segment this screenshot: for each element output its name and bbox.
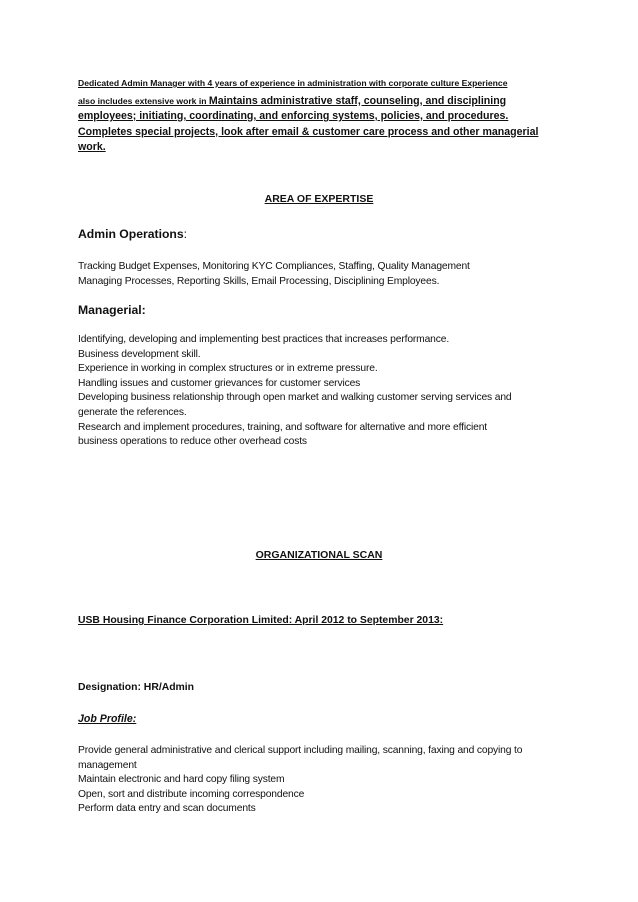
- admin-operations-title: [78, 227, 187, 241]
- managerial-line: Business development skill.: [78, 348, 201, 360]
- job-profile-label: Job Profile:: [78, 713, 137, 725]
- summary-line-5: work.: [78, 141, 106, 153]
- summary-line-4: Completes special projects, look after email & customer care process and other managerial: [78, 125, 539, 138]
- job-profile-line: Open, sort and distribute incoming correspondence: [78, 788, 305, 800]
- managerial-line: Experience in working in complex structures or in extreme pressure.: [78, 363, 378, 375]
- managerial-list: [78, 333, 568, 450]
- admin-operations-line: Managing Processes, Reporting Skills, Email Processing, Disciplining Employees.: [78, 275, 440, 287]
- job-profile-list: [78, 744, 568, 817]
- summary-paragraph: [78, 76, 558, 156]
- summary-line-2-large: Maintains administrative staff, counseling, and disciplining: [208, 94, 507, 107]
- company-line: USB Housing Finance Corporation Limited: April 2012 to September 2013:: [78, 615, 444, 626]
- managerial-title: Managerial:: [78, 303, 146, 317]
- admin-operations-title-text: Admin Operations: [78, 227, 184, 241]
- managerial-line: generate the references.: [78, 406, 187, 418]
- admin-operations-line: Tracking Budget Expenses, Monitoring KYC Compliances, Staffing, Quality Management: [78, 261, 470, 272]
- org-scan-heading: ORGANIZATIONAL SCAN: [255, 549, 383, 561]
- summary-line-3: employees; initiating, coordinating, and enforcing systems, policies, and procedures.: [78, 110, 509, 122]
- job-profile-line: Perform data entry and scan documents: [78, 803, 256, 815]
- job-profile-line: Maintain electronic and hard copy filing system: [78, 774, 285, 786]
- managerial-line: Research and implement procedures, training, and software for alternative and more efficient: [78, 421, 487, 433]
- admin-operations-list: [78, 260, 568, 289]
- summary-line-2-small: also includes extensive work in: [78, 95, 209, 106]
- job-profile-line: Provide general administrative and clerical support including mailing, scanning, faxing and copying to: [78, 745, 523, 756]
- summary-line-2: [78, 92, 558, 110]
- managerial-line: Identifying, developing and implementing best practices that increases performance.: [78, 334, 450, 345]
- job-profile-line: management: [78, 759, 137, 771]
- managerial-line: Handling issues and customer grievances for customer services: [78, 377, 361, 389]
- managerial-line: business operations to reduce other overhead costs: [78, 436, 307, 448]
- admin-operations-colon: :: [183, 227, 188, 241]
- managerial-line: Developing business relationship through open market and walking customer serving services and: [78, 392, 512, 404]
- designation-line: Designation: HR/Admin: [78, 682, 195, 693]
- summary-line-1: Dedicated Admin Manager with 4 years of experience in administration with corporate culture Experience: [78, 78, 508, 88]
- expertise-heading: AREA OF EXPERTISE: [264, 193, 374, 205]
